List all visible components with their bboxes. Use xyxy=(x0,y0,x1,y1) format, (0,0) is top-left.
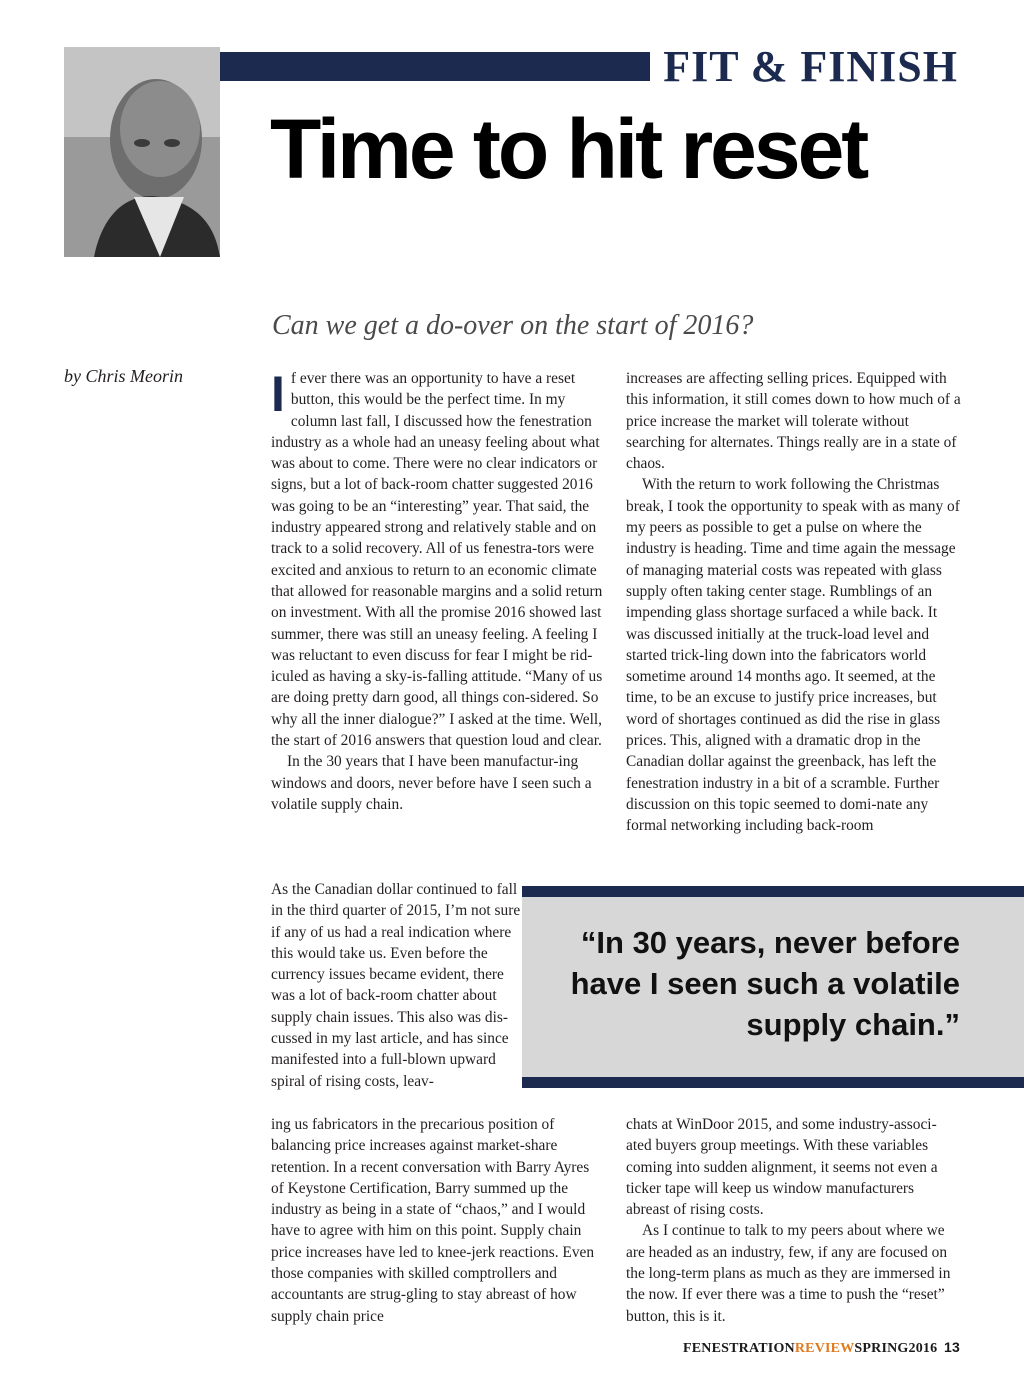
body-column-1 xyxy=(271,368,603,815)
headline: Time to hit reset xyxy=(270,102,867,196)
pull-quote-bottom-rule xyxy=(522,1077,1024,1088)
section-label: FIT & FINISH xyxy=(663,42,958,91)
page-number: 13 xyxy=(944,1339,960,1355)
author-portrait-icon xyxy=(64,47,220,257)
page-footer xyxy=(683,1339,960,1357)
paragraph-1 xyxy=(271,368,603,751)
paragraph-2-end: ing us fabricators in the precarious position of balancing price increases against market-share retention. In a recent conversation with Barry Ayres of Keystone Certification, Barry summed up the industry as being in a state of “chaos,” and I would have to agree with him on this point. Supply chain price increases have led to knee-jerk reactions. Even those companies with skilled comptrollers and accountants are strug-gling to stay abreast of how supply chain price xyxy=(271,1116,595,1325)
footer-issue: SPRING2016 xyxy=(854,1341,938,1356)
body-column-2-lower xyxy=(626,1114,961,1327)
paragraph-1-text: f ever there was an opportunity to have a reset button, this would be the perfect time. In my column last fall, I discussed how the fenestration industry as a whole had an uneasy feeling about what was about to come. There were no clear indicators or signs, but a lot of back-room chatter suggested 2016 was going to be an “interesting” year. That said, the industry appeared strong and relatively stable and on track to a solid recovery. All of us fenestra-tors were excited and anxious to return to an economic climate that allowed for reasonable margins and a solid return on investment. With all the promise 2016 showed last summer, there was still an uneasy feeling. A feeling I was reluctant to even discuss for fear I might be rid-iculed as having a sky-is-falling attitude. “Many of us are doing pretty darn good, all things con-sidered. So why all the inner dialogue?” I asked at the time. Well, the start of 2016 answers that question loud and clear. xyxy=(271,370,603,750)
paragraph-2-continued: As the Canadian dollar continued to fall in the third quarter of 2015, I’m not sure if any of us had a real indication where this would take us. Even before the currency issues became evident, there was a lot of back-room chatter about supply chain issues. This also was dis-cussed in my last article, and has since manifested into a full-blown upward spiral of rising costs, leav- xyxy=(271,881,521,1090)
author-photo xyxy=(64,47,220,257)
pull-quote-text: “In 30 years, never before have I seen such a volatile supply chain.” xyxy=(570,925,960,1042)
body-column-1-narrow xyxy=(271,879,521,1092)
footer-brand-part2: REVIEW xyxy=(794,1341,855,1356)
byline: by Chris Meorin xyxy=(64,366,183,386)
pull-quote-top-rule xyxy=(522,886,1024,897)
drop-cap: I xyxy=(271,366,285,422)
paragraph-4: With the return to work following the Christmas break, I took the opportunity to speak with as many of my peers as possible to get a pulse on where the industry is heading. Time and time again the message of managing material costs was repeated with glass supply often taking center stage. Rumblings of an impending glass shortage surfaced a while back. It was discussed initially at the truck-load level and started trick-ling down into the fabricators world sometime around 14 months ago. It seemed, at the time, to be an excuse to justify price increases, but word of shortages continued as did the rise in glass prices. This, aligned with a dramatic drop in the Canadian dollar against the greenback, has left the fenestration industry in a bit of a scramble. Further discussion on this topic seemed to domi-nate any formal networking including back-room xyxy=(626,476,960,835)
paragraph-2: In the 30 years that I have been manufactur-ing windows and doors, never before have I seen such a volatile supply chain. xyxy=(271,753,592,813)
footer-brand-part1: FENESTRATION xyxy=(683,1341,795,1356)
header-bar xyxy=(220,52,650,81)
body-column-2 xyxy=(626,368,961,837)
paragraph-4-end: chats at WinDoor 2015, and some industry-associ-ated buyers group meetings. With these variables coming into sudden alignment, it seems not even a ticker tape will keep us window manufacturers abreast of rising costs. xyxy=(626,1116,938,1219)
subhead: Can we get a do-over on the start of 2016? xyxy=(272,310,754,341)
paragraph-3: increases are affecting selling prices. Equipped with this information, it still comes down to how much of a price increase the market will tolerate without searching for alternates. Things really are in a state of chaos. xyxy=(626,370,961,473)
pull-quote xyxy=(522,886,1024,1088)
paragraph-5: As I continue to talk to my peers about where we are headed as an industry, few, if any are focused on the long-term plans as much as they are immersed in the now. If ever there was a time to push the “reset” button, this is it. xyxy=(626,1222,951,1325)
body-column-1-lower xyxy=(271,1114,603,1327)
